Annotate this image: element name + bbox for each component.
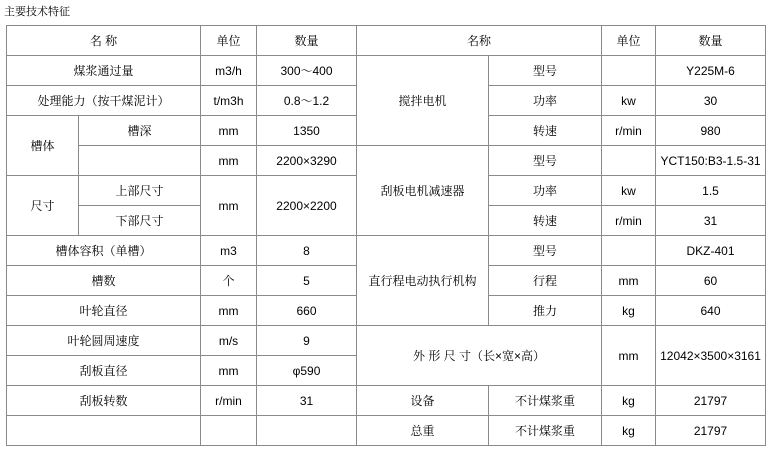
value-weight-without-slurry-2: 21797 bbox=[656, 416, 766, 446]
row-value-coal-slurry-throughput: 300～400 bbox=[257, 56, 357, 86]
table-row bbox=[7, 236, 766, 266]
unit-agitator-motor-speed: r/min bbox=[602, 116, 656, 146]
row-value-upper-dimension-top: 2200×3290 bbox=[257, 146, 357, 176]
value-weight-without-slurry-1: 21797 bbox=[656, 386, 766, 416]
unit-actuator-thrust: kg bbox=[602, 296, 656, 326]
label-equipment-weight-line2: 总重 bbox=[357, 416, 489, 446]
row-value-impeller-diameter: 660 bbox=[257, 296, 357, 326]
row-label-tank-volume: 槽体容积（单槽） bbox=[7, 236, 201, 266]
page-title: 主要技术特征 bbox=[4, 6, 70, 18]
row-label-coal-slurry-throughput: 煤浆通过量 bbox=[7, 56, 201, 86]
unit-scraper-reducer-model bbox=[602, 146, 656, 176]
item-weight-without-slurry-1: 不计煤浆重 bbox=[489, 386, 602, 416]
header-left-value: 数量 bbox=[257, 26, 357, 56]
row-unit-coal-slurry-throughput: m3/h bbox=[201, 56, 257, 86]
unit-scraper-reducer-speed: r/min bbox=[602, 206, 656, 236]
row-sublabel-lower-dimension: 下部尺寸 bbox=[79, 206, 201, 236]
row-label-tank-count: 槽数 bbox=[7, 266, 201, 296]
unit-weight-without-slurry-1: kg bbox=[602, 386, 656, 416]
header-right-unit: 单位 bbox=[602, 26, 656, 56]
technical-specification-table bbox=[6, 25, 766, 446]
unit-overall-dimensions: mm bbox=[602, 326, 656, 386]
unit-agitator-motor-model bbox=[602, 56, 656, 86]
value-agitator-motor-speed: 980 bbox=[656, 116, 766, 146]
table-row bbox=[7, 386, 766, 416]
row-label-processing-capacity: 处理能力（按干煤泥计） bbox=[7, 86, 201, 116]
row-value-processing-capacity: 0.8～1.2 bbox=[257, 86, 357, 116]
value-overall-dimensions: 12042×3500×3161 bbox=[656, 326, 766, 386]
value-scraper-reducer-model: YCT150:B3-1.5-31 bbox=[656, 146, 766, 176]
item-scraper-reducer-speed: 转速 bbox=[489, 206, 602, 236]
label-equipment-weight-line1: 设备 bbox=[357, 386, 489, 416]
header-right-value: 数量 bbox=[656, 26, 766, 56]
spec-table-container bbox=[0, 19, 771, 446]
row-label-tank-body: 槽体 bbox=[7, 116, 79, 176]
item-scraper-reducer-model: 型号 bbox=[489, 146, 602, 176]
table-header-row bbox=[7, 26, 766, 56]
row-unit-scraper-speed: r/min bbox=[201, 386, 257, 416]
table-row bbox=[7, 416, 766, 446]
value-actuator-thrust: 640 bbox=[656, 296, 766, 326]
row-unit-impeller-diameter: mm bbox=[201, 296, 257, 326]
label-overall-dimensions: 外 形 尺 寸（长×宽×高） bbox=[357, 326, 602, 386]
row-label-scraper-speed: 刮板转数 bbox=[7, 386, 201, 416]
value-scraper-reducer-speed: 31 bbox=[656, 206, 766, 236]
row-unit-dimensions: mm bbox=[201, 176, 257, 236]
row-label-impeller-peripheral-speed: 叶轮圆周速度 bbox=[7, 326, 201, 356]
value-actuator-model: DKZ-401 bbox=[656, 236, 766, 266]
row-value-tank-count: 5 bbox=[257, 266, 357, 296]
row-unit-processing-capacity: t/m3h bbox=[201, 86, 257, 116]
table-row bbox=[7, 56, 766, 86]
row-label-empty bbox=[7, 416, 201, 446]
row-value-lower-dimension: 2200×2200 bbox=[257, 176, 357, 236]
unit-agitator-motor-power: kw bbox=[602, 86, 656, 116]
table-row bbox=[7, 326, 766, 356]
value-agitator-motor-model: Y225M-6 bbox=[656, 56, 766, 86]
header-right-name: 名称 bbox=[357, 26, 602, 56]
row-unit-upper-dimension-top: mm bbox=[201, 146, 257, 176]
header-left-unit: 单位 bbox=[201, 26, 257, 56]
header-left-name: 名 称 bbox=[7, 26, 201, 56]
row-value-tank-depth: 1350 bbox=[257, 116, 357, 146]
unit-weight-without-slurry-2: kg bbox=[602, 416, 656, 446]
group-label-linear-actuator: 直行程电动执行机构 bbox=[357, 236, 489, 326]
unit-actuator-stroke: mm bbox=[602, 266, 656, 296]
row-unit-tank-count: 个 bbox=[201, 266, 257, 296]
row-unit-tank-volume: m3 bbox=[201, 236, 257, 266]
item-agitator-motor-speed: 转速 bbox=[489, 116, 602, 146]
item-agitator-motor-model: 型号 bbox=[489, 56, 602, 86]
value-agitator-motor-power: 30 bbox=[656, 86, 766, 116]
row-unit-tank-depth: mm bbox=[201, 116, 257, 146]
item-agitator-motor-power: 功率 bbox=[489, 86, 602, 116]
row-value-empty bbox=[257, 416, 357, 446]
row-value-scraper-diameter: φ590 bbox=[257, 356, 357, 386]
value-actuator-stroke: 60 bbox=[656, 266, 766, 296]
row-unit-impeller-peripheral-speed: m/s bbox=[201, 326, 257, 356]
row-value-impeller-peripheral-speed: 9 bbox=[257, 326, 357, 356]
row-label-impeller-diameter: 叶轮直径 bbox=[7, 296, 201, 326]
unit-scraper-reducer-power: kw bbox=[602, 176, 656, 206]
item-weight-without-slurry-2: 不计煤浆重 bbox=[489, 416, 602, 446]
row-value-scraper-speed: 31 bbox=[257, 386, 357, 416]
row-value-tank-volume: 8 bbox=[257, 236, 357, 266]
item-actuator-stroke: 行程 bbox=[489, 266, 602, 296]
item-scraper-reducer-power: 功率 bbox=[489, 176, 602, 206]
row-sublabel-upper-dimension: 上部尺寸 bbox=[79, 176, 201, 206]
row-unit-empty bbox=[201, 416, 257, 446]
item-actuator-model: 型号 bbox=[489, 236, 602, 266]
row-sublabel-upper-dimension-top bbox=[79, 146, 201, 176]
unit-actuator-model bbox=[602, 236, 656, 266]
row-label-dimensions: 尺寸 bbox=[7, 176, 79, 236]
group-label-agitator-motor: 搅拌电机 bbox=[357, 56, 489, 146]
table-row bbox=[7, 146, 766, 176]
row-sublabel-tank-depth: 槽深 bbox=[79, 116, 201, 146]
group-label-scraper-motor-reducer: 刮板电机减速器 bbox=[357, 146, 489, 236]
row-label-scraper-diameter: 刮板直径 bbox=[7, 356, 201, 386]
row-unit-scraper-diameter: mm bbox=[201, 356, 257, 386]
value-scraper-reducer-power: 1.5 bbox=[656, 176, 766, 206]
item-actuator-thrust: 推力 bbox=[489, 296, 602, 326]
